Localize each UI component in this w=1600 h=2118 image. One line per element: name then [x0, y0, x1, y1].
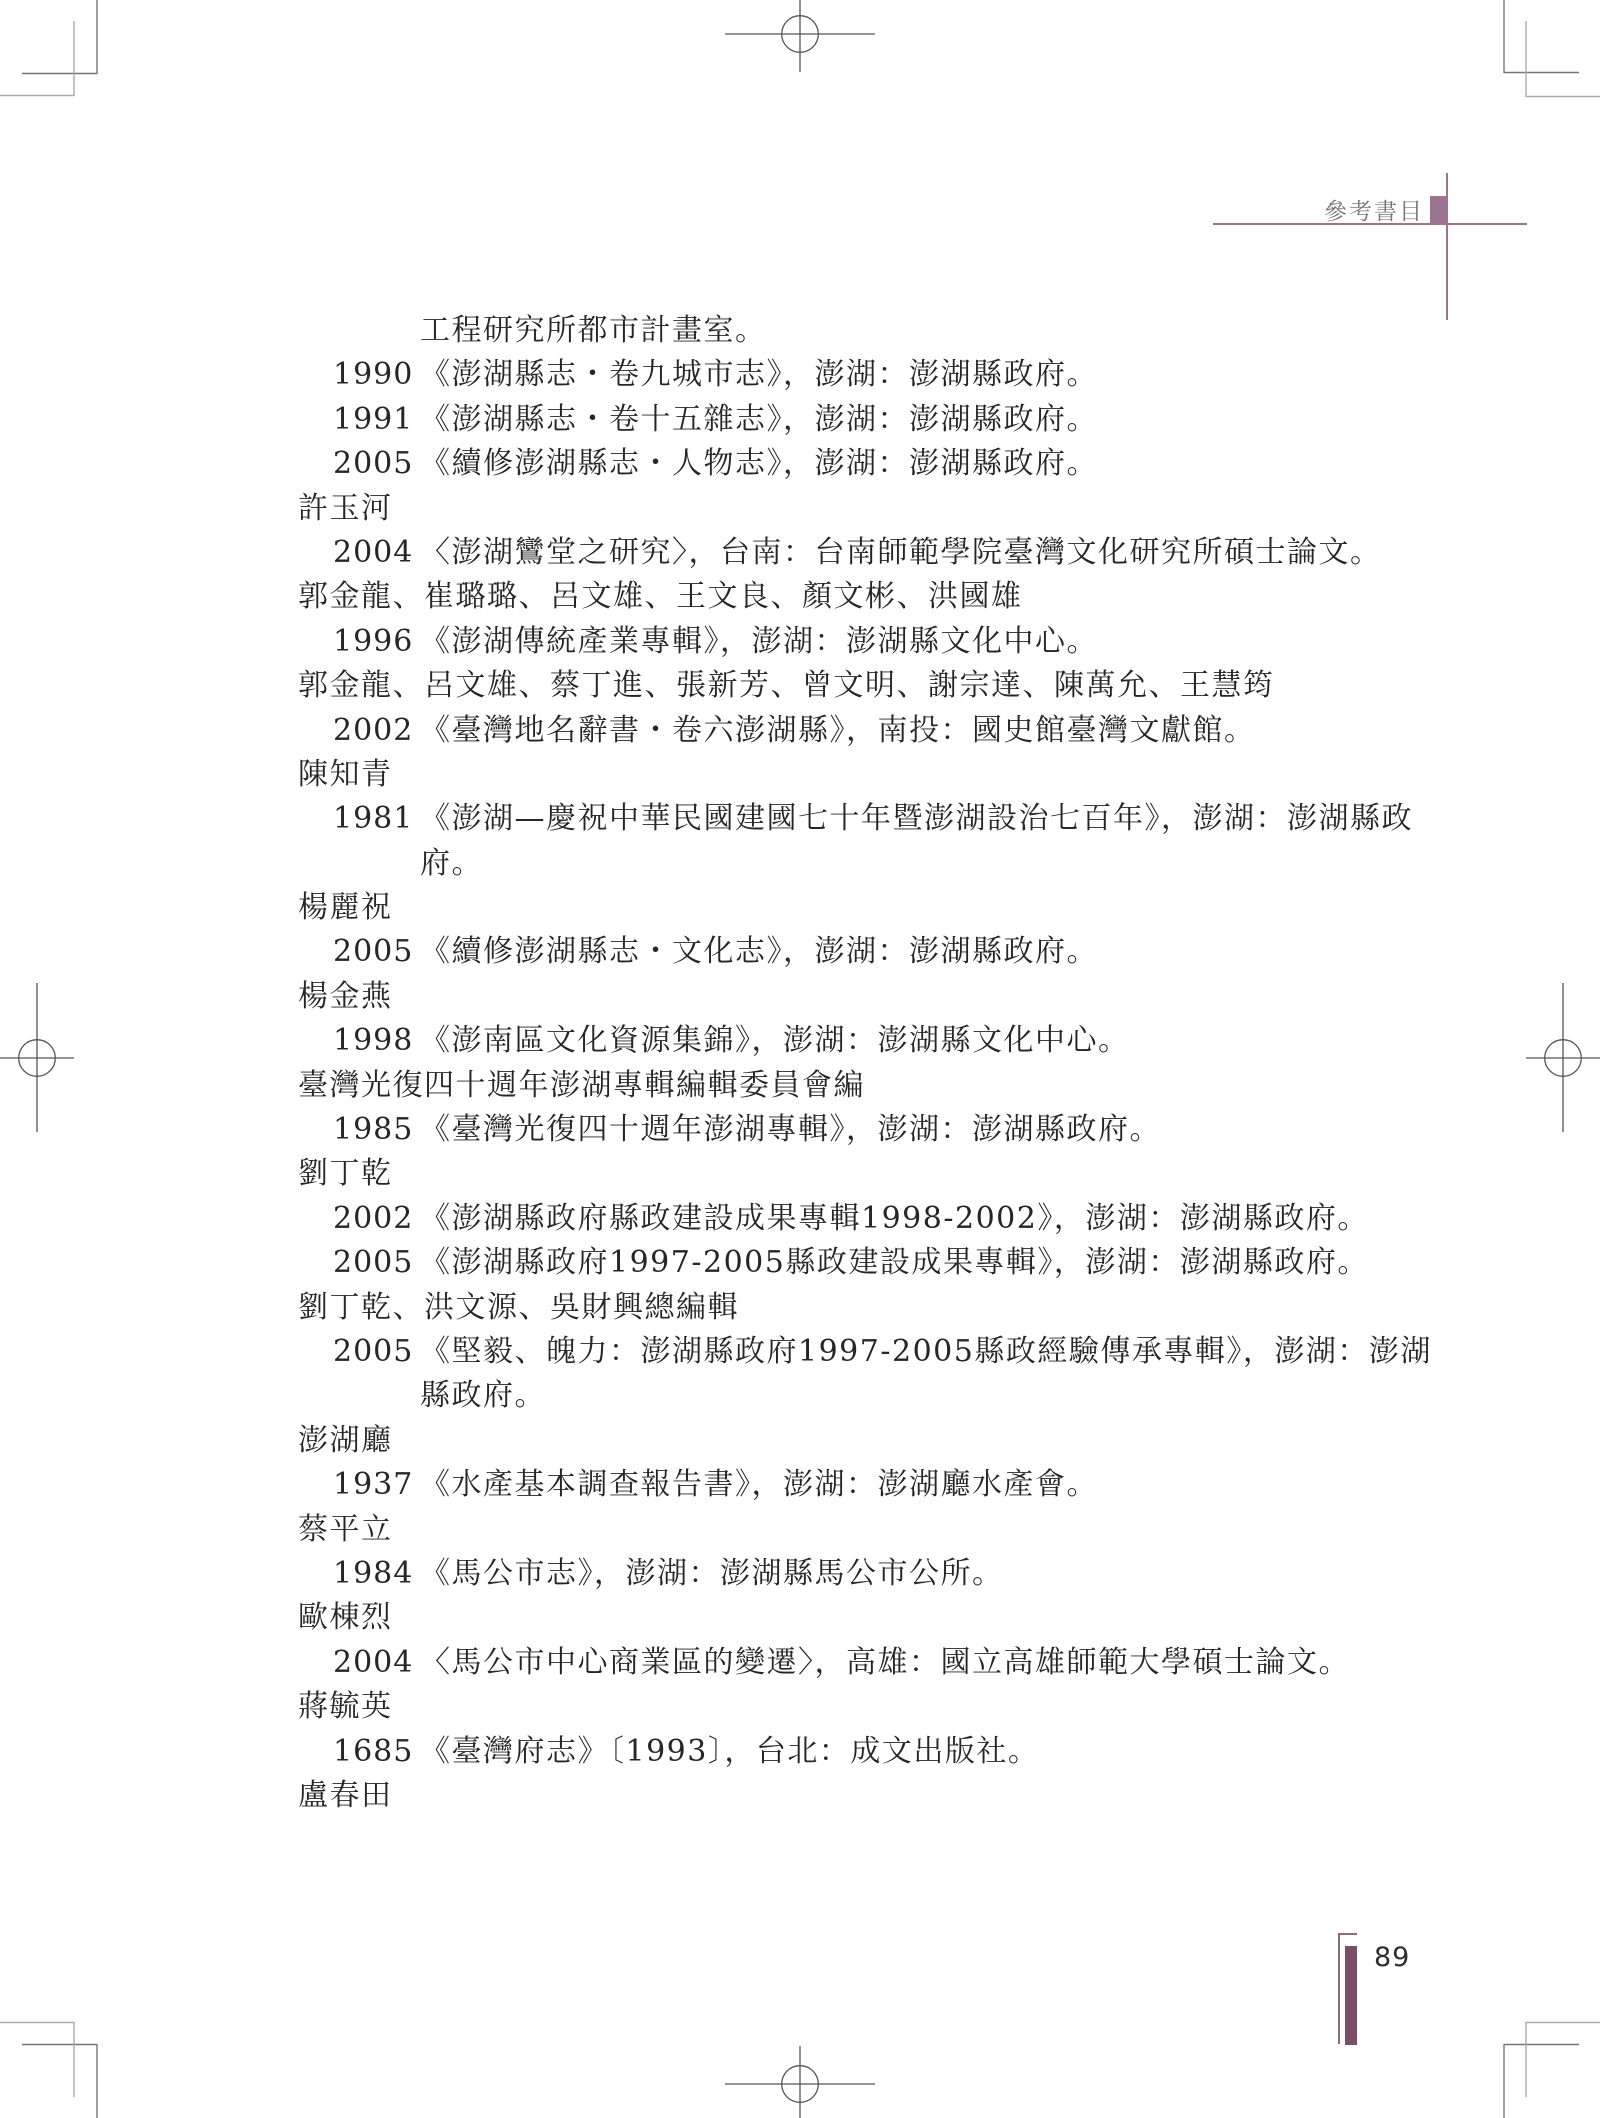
footer-accent-bar: [1345, 1946, 1357, 2045]
entry-year: 1985: [333, 1112, 414, 1148]
crop-mark-bottom-right: [1504, 2022, 1600, 2118]
bibliography-line: [0, 797, 1600, 841]
entry-text: 許玉河: [298, 490, 393, 526]
entry-text: 府。: [420, 845, 483, 881]
entry-year: 1996: [333, 623, 414, 659]
entry-text: 工程研究所都市計畫室。: [420, 313, 767, 348]
entry-text: 《澎湖縣政府縣政建設成果專輯1998-2002》，澎湖：澎湖縣政府。: [420, 1200, 1369, 1236]
footer-bracket-horizontal: [1338, 1933, 1357, 1935]
entry-year: 1981: [333, 801, 414, 837]
entry-text: 楊麗祝: [298, 890, 393, 926]
entry-text: 《澎湖—慶祝中華民國建國七十年暨澎湖設治七百年》，澎湖：澎湖縣政: [420, 801, 1413, 837]
registration-target-top: [725, 0, 875, 72]
bibliography-line: [0, 1730, 1600, 1774]
entry-year: 1998: [333, 1023, 414, 1059]
entry-text: 《續修澎湖縣志・文化志》，澎湖：澎湖縣政府。: [420, 934, 1098, 970]
bibliography-line: [0, 1685, 1600, 1729]
entry-text: 《澎湖傳統產業專輯》，澎湖：澎湖縣文化中心。: [420, 623, 1098, 659]
bibliography-line: [0, 1774, 1600, 1818]
entry-text: 劉丁乾、洪文源、吳財興總編輯: [298, 1289, 739, 1325]
entry-text: 《堅毅、魄力：澎湖縣政府1997-2005縣政經驗傳承專輯》，澎湖：澎湖: [420, 1333, 1432, 1369]
entry-year: 2004: [333, 534, 414, 570]
entry-text: 《澎湖縣政府1997-2005縣政建設成果專輯》，澎湖：澎湖縣政府。: [420, 1245, 1369, 1281]
entry-text: 歐棟烈: [298, 1600, 393, 1636]
section-title: 參考書目: [1324, 199, 1424, 225]
entry-text: 蔣毓英: [298, 1689, 393, 1725]
bibliography-line: [0, 487, 1600, 531]
bibliography-line: [0, 309, 1600, 353]
bibliography-line: [0, 1330, 1600, 1374]
entry-year: 1990: [333, 357, 414, 393]
bibliography-line: [0, 1552, 1600, 1596]
entry-year: 1685: [333, 1733, 414, 1769]
bibliography-line: [0, 1641, 1600, 1685]
registration-target-bottom: [725, 2046, 875, 2118]
entry-text: 楊金燕: [298, 978, 393, 1014]
footer-bracket-vertical: [1338, 1933, 1340, 2044]
bibliography-line: [0, 1463, 1600, 1507]
bibliography-line: [0, 1197, 1600, 1241]
bibliography-line: [0, 930, 1600, 974]
entry-text: 縣政府。: [420, 1378, 546, 1414]
bibliography-line: [0, 1419, 1600, 1463]
bibliography-line: [0, 1508, 1600, 1552]
bibliography-line: [0, 886, 1600, 930]
bibliography-line: [0, 1152, 1600, 1196]
bibliography-line: [0, 842, 1600, 886]
bibliography-line: [0, 1241, 1600, 1285]
entry-text: 《澎南區文化資源集錦》，澎湖：澎湖縣文化中心。: [420, 1023, 1130, 1059]
bibliography-line: [0, 975, 1600, 1019]
bibliography-line: [0, 620, 1600, 664]
bibliography-line: [0, 575, 1600, 619]
entry-text: 蔡平立: [298, 1511, 393, 1547]
bibliography-line: [0, 398, 1600, 442]
bibliography-line: [0, 1064, 1600, 1108]
entry-text: 〈澎湖鸞堂之研究〉，台南：台南師範學院臺灣文化研究所碩士論文。: [420, 534, 1382, 570]
entry-text: 臺灣光復四十週年澎湖專輯編輯委員會編: [298, 1067, 865, 1103]
entry-text: 劉丁乾: [298, 1156, 393, 1192]
crop-mark-top-right: [1504, 0, 1600, 97]
bibliography-line: [0, 442, 1600, 486]
entry-text: 《臺灣光復四十週年澎湖專輯》，澎湖：澎湖縣政府。: [420, 1112, 1161, 1148]
crop-mark-bottom-left: [0, 2022, 97, 2118]
bibliography-line: [0, 531, 1600, 575]
entry-year: 2005: [333, 1245, 414, 1281]
bibliography-line: [0, 664, 1600, 708]
header-accent-block: [1430, 196, 1447, 224]
entry-year: 2002: [333, 1200, 414, 1236]
entry-year: 1984: [333, 1555, 414, 1591]
entry-text: 《澎湖縣志・卷十五雜志》，澎湖：澎湖縣政府。: [420, 401, 1098, 437]
entry-text: 郭金龍、呂文雄、蔡丁進、張新芳、曾文明、謝宗達、陳萬允、王慧筠: [298, 668, 1275, 704]
bibliography-line: [0, 1596, 1600, 1640]
entry-text: 澎湖廳: [298, 1422, 393, 1458]
entry-text: 《臺灣府志》〔1993〕，台北：成文出版社。: [420, 1733, 1040, 1769]
entry-text: 《澎湖縣志・卷九城市志》，澎湖：澎湖縣政府。: [420, 357, 1098, 393]
bibliography-line: [0, 1019, 1600, 1063]
bibliography-line: [0, 1374, 1600, 1418]
entry-text: 陳知青: [298, 756, 393, 792]
entry-year: 2004: [333, 1644, 414, 1680]
bibliography-line: [0, 1286, 1600, 1330]
bibliography-line: [0, 1108, 1600, 1152]
entry-text: 《馬公市志》，澎湖：澎湖縣馬公市公所。: [420, 1555, 1004, 1591]
entry-text: 郭金龍、崔璐璐、呂文雄、王文良、顏文彬、洪國雄: [298, 579, 1023, 615]
entry-text: 《續修澎湖縣志・人物志》，澎湖：澎湖縣政府。: [420, 446, 1098, 482]
bibliography-line: [0, 353, 1600, 397]
entry-text: 《水產基本調查報告書》，澎湖：澎湖廳水產會。: [420, 1467, 1098, 1503]
entry-year: 2005: [333, 934, 414, 970]
entry-year: 1991: [333, 401, 414, 437]
entry-year: 1937: [333, 1467, 414, 1503]
entry-year: 2002: [333, 712, 414, 748]
entry-year: 2005: [333, 446, 414, 482]
bibliography-line: [0, 753, 1600, 797]
crop-mark-top-left: [0, 0, 97, 96]
page-number: 89: [1374, 1942, 1411, 1973]
entry-year: 2005: [333, 1333, 414, 1369]
bibliography: [0, 309, 1600, 1818]
entry-text: 〈馬公市中心商業區的變遷〉，高雄：國立高雄師範大學碩士論文。: [420, 1644, 1350, 1680]
entry-text: 盧春田: [298, 1777, 393, 1813]
entry-text: 《臺灣地名辭書・卷六澎湖縣》，南投：國史館臺灣文獻館。: [420, 712, 1256, 748]
bibliography-line: [0, 709, 1600, 753]
